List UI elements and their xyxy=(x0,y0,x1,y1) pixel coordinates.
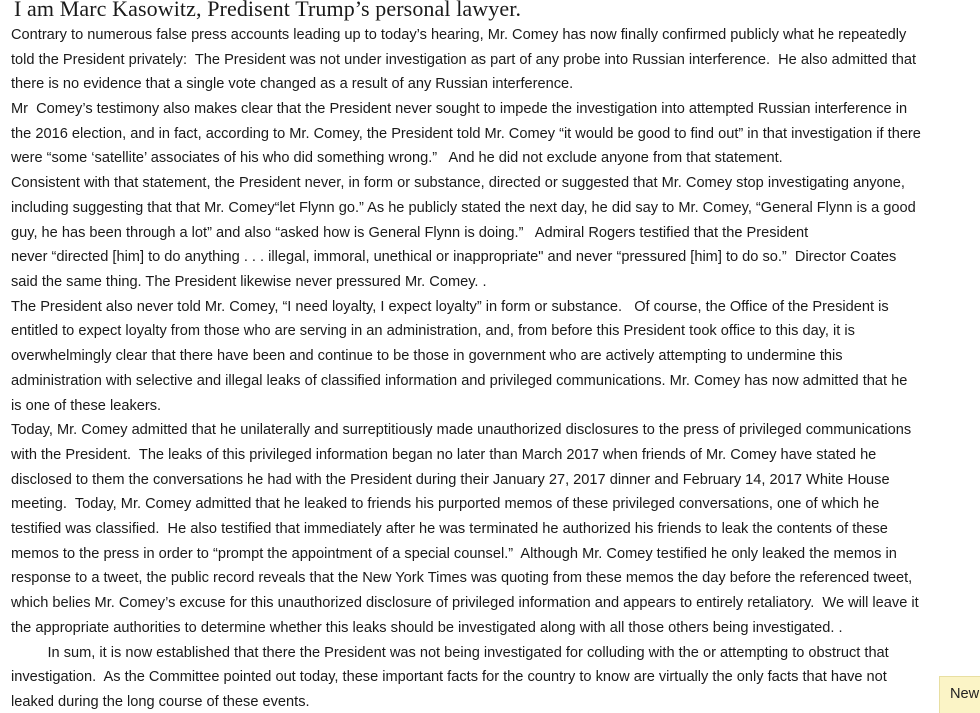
text-line: including suggesting that that Mr. Comey“let Flynn go.” As he publicly stated the next day, he did say to Mr. Comey, “General Flynn is a good xyxy=(11,200,916,216)
document-title: I am Marc Kasowitz, Predisent Trump’s personal lawyer. xyxy=(14,0,522,21)
text-line: administration with selective and illegal leaks of classified information and privileged communications. Mr. Comey has now admitted that he xyxy=(11,373,908,389)
text-line: Consistent with that statement, the President never, in form or substance, directed or suggested that Mr. Comey stop investigating anyone, xyxy=(11,175,905,191)
text-line: meeting. Today, Mr. Comey admitted that he leaked to friends his purported memos of these privileged conversations, one of which he xyxy=(11,496,880,512)
text-line: there is no evidence that a single vote changed as a result of any Russian interference. xyxy=(11,76,574,92)
text-line: never “directed [him] to do anything . . . illegal, immoral, unethical or inappropriate" and never “pressured [him] to do so.” Director Coates xyxy=(11,249,897,265)
text-line: Mr Comey’s testimony also makes clear that the President never sought to impede the investigation into attempted Russian interference in xyxy=(11,101,908,117)
text-line: response to a tweet, the public record reveals that the New York Times was quoting from these memos the day before the referenced tweet, xyxy=(11,570,913,586)
text-line: were “some ‘satellite’ associates of his who did something wrong.” And he did not exclude anyone from that statement. xyxy=(11,150,783,166)
text-line: The President also never told Mr. Comey, “I need loyalty, I expect loyalty” in form or substance. Of course, the Office of the President is xyxy=(11,299,889,315)
text-line: investigation. As the Committee pointed out today, these important facts for the country to know are virtually the only facts that have not xyxy=(11,669,887,685)
text-line: In sum, it is now established that there the President was not being investigated for colluding with the or attempting to obstruct that xyxy=(11,645,889,661)
text-line: which belies Mr. Comey’s excuse for this unauthorized disclosure of privileged information and appears to entirely retaliatory. We will leave it xyxy=(11,595,919,611)
text-line: with the President. The leaks of this privileged information began no later than March 2017 when friends of Mr. Comey have stated he xyxy=(11,447,877,463)
text-line: is one of these leakers. xyxy=(11,398,162,414)
text-line: the 2016 election, and in fact, according to Mr. Comey, the President told Mr. Comey “it would be good to find out” in that investigation if there xyxy=(11,126,921,142)
text-line: told the President privately: The President was not under investigation as part of any probe into Russian interference. He also admitted that xyxy=(11,52,917,68)
text-line: memos to the press in order to “prompt the appointment of a special counsel.” Although Mr. Comey testified he only leaked the memos in xyxy=(11,546,897,562)
text-line: disclosed to them the conversations he had with the President during their January 27, 2017 dinner and February 14, 2017 White House xyxy=(11,472,890,488)
text-line: testified was classified. He also testified that immediately after he was terminated he authorized his friends to leak the contents of these xyxy=(11,521,888,537)
text-line: the appropriate authorities to determine whether this leaks should be investigated along with all those others being investigated. . xyxy=(11,620,843,636)
text-line: overwhelmingly clear that there have been and continue to be those in government who are actively attempting to undermine this xyxy=(11,348,843,364)
new-button[interactable]: New xyxy=(939,676,980,713)
text-line: said the same thing. The President likewise never pressured Mr. Comey. . xyxy=(11,274,487,290)
text-line: Today, Mr. Comey admitted that he unilaterally and surreptitiously made unauthorized disclosures to the press of privileged communications xyxy=(11,422,912,438)
text-line: Contrary to numerous false press accounts leading up to today’s hearing, Mr. Comey has now finally confirmed publicly what he repeatedly xyxy=(11,27,907,43)
text-line: entitled to expect loyalty from those who are serving in an administration, and, from before this President took office to this day, it is xyxy=(11,323,855,339)
text-line: guy, he has been through a lot” and also “asked how is General Flynn is doing.” Admiral Rogers testified that the President xyxy=(11,225,809,241)
text-line: leaked during the long course of these events. xyxy=(11,694,310,710)
